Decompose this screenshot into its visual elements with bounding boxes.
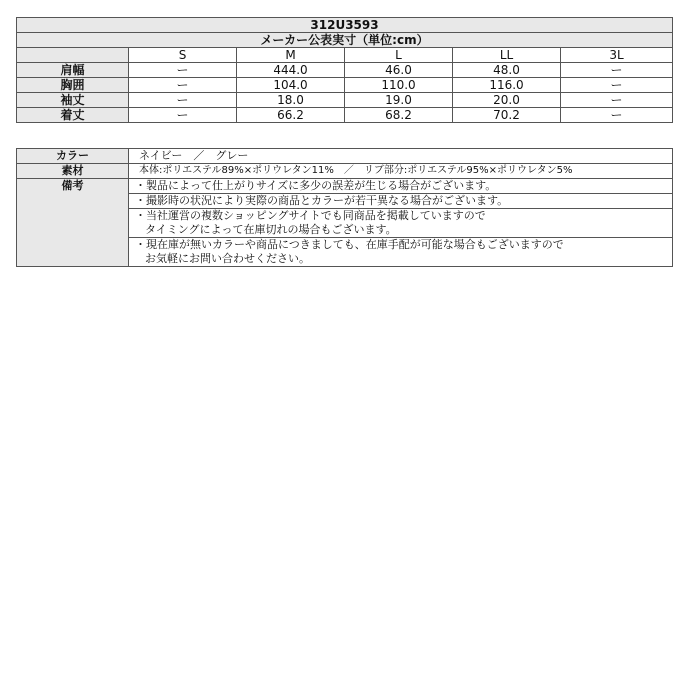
info-row-note-1	[17, 179, 673, 194]
size-cell: ー	[561, 108, 673, 123]
row-label: 肩幅	[17, 63, 129, 78]
size-cell: ー	[129, 63, 237, 78]
size-header-blank	[17, 48, 129, 63]
info-row-material	[17, 164, 673, 179]
size-cell: 116.0	[453, 78, 561, 93]
info-row-color	[17, 149, 673, 164]
size-cell: ー	[129, 108, 237, 123]
note-item	[129, 179, 673, 194]
size-cell: ー	[561, 93, 673, 108]
note-line: お気軽にお問い合わせください。	[145, 252, 310, 265]
size-cell: 18.0	[237, 93, 345, 108]
color-label: カラー	[17, 149, 129, 164]
size-header-s: S	[129, 48, 237, 63]
material-label: 素材	[17, 164, 129, 179]
size-cell: 110.0	[345, 78, 453, 93]
note-line: ・当社運営の複数ショッピングサイトでも同商品を掲載していますので	[135, 209, 486, 222]
size-cell: 68.2	[345, 108, 453, 123]
product-code: 312U3593	[17, 18, 673, 33]
material-value: 本体:ポリエステル89%×ポリウレタン11% ／ リブ部分:ポリエステル95%×ポリウレタン5%	[129, 164, 673, 179]
size-cell: 19.0	[345, 93, 453, 108]
size-cell: 70.2	[453, 108, 561, 123]
note-item	[129, 238, 673, 267]
size-row-shoulder	[17, 63, 673, 78]
size-table	[16, 17, 673, 123]
size-cell: 66.2	[237, 108, 345, 123]
size-header-l: L	[345, 48, 453, 63]
notes-label: 備考	[17, 179, 129, 267]
info-table	[16, 148, 673, 267]
size-header-3l: 3L	[561, 48, 673, 63]
size-cell: 48.0	[453, 63, 561, 78]
size-header-row	[17, 48, 673, 63]
note-line: ・現在庫が無いカラーや商品につきましても、在庫手配が可能な場合もございますので	[135, 238, 564, 251]
size-cell: ー	[129, 78, 237, 93]
size-cell: ー	[561, 63, 673, 78]
size-cell: 444.0	[237, 63, 345, 78]
size-cell: 20.0	[453, 93, 561, 108]
note-item	[129, 209, 673, 238]
row-label: 着丈	[17, 108, 129, 123]
size-cell: 46.0	[345, 63, 453, 78]
row-label: 袖丈	[17, 93, 129, 108]
size-header-ll: LL	[453, 48, 561, 63]
size-cell: 104.0	[237, 78, 345, 93]
size-table-subtitle: メーカー公表実寸（単位:cm）	[17, 33, 673, 48]
size-header-m: M	[237, 48, 345, 63]
size-row-length	[17, 108, 673, 123]
note-line: ・製品によって仕上がりサイズに多少の誤差が生じる場合がございます。	[135, 179, 497, 192]
size-row-sleeve	[17, 93, 673, 108]
size-row-chest	[17, 78, 673, 93]
size-cell: ー	[129, 93, 237, 108]
row-label: 胸囲	[17, 78, 129, 93]
color-value: ネイビー ／ グレー	[129, 149, 673, 164]
size-cell: ー	[561, 78, 673, 93]
note-line: ・撮影時の状況により実際の商品とカラーが若干異なる場合がございます。	[135, 194, 509, 207]
note-line: タイミングによって在庫切れの場合もございます。	[145, 223, 397, 236]
note-item	[129, 194, 673, 209]
